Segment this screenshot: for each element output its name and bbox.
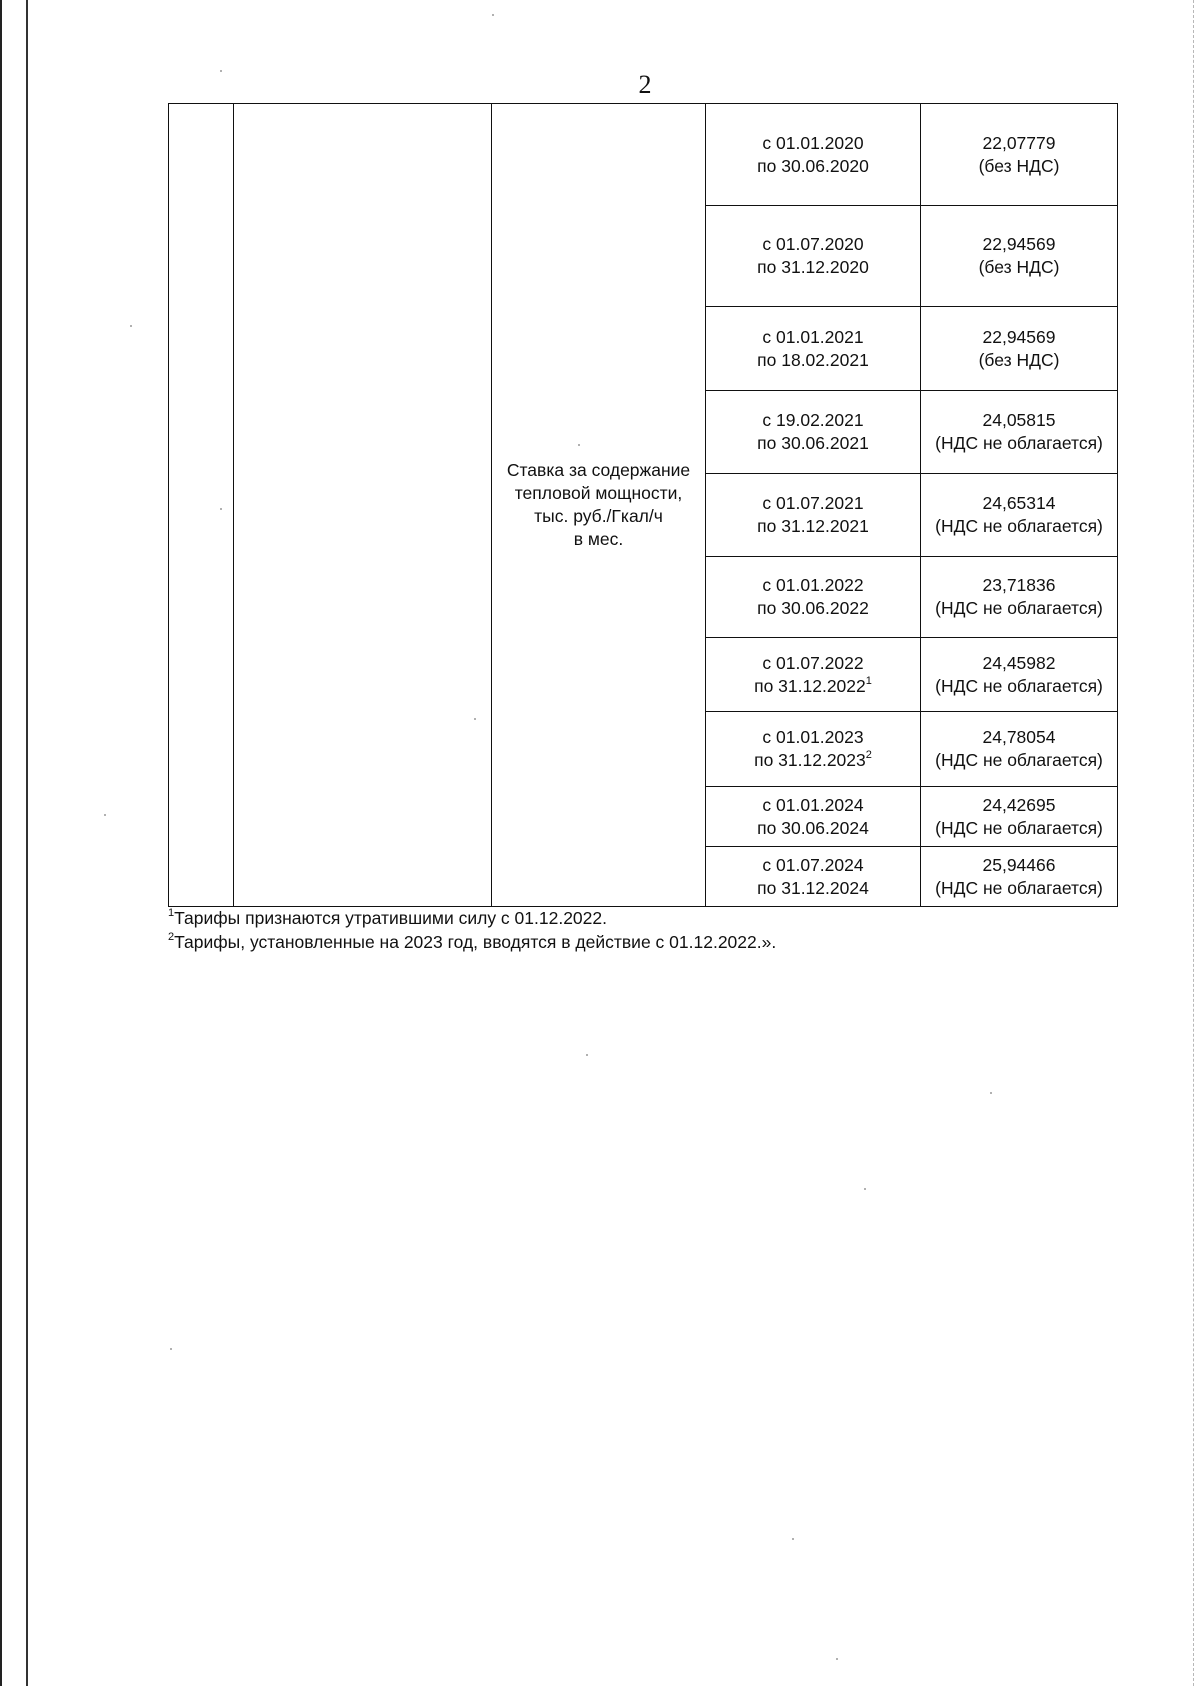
tariff-value: 24,05815 — [982, 410, 1056, 430]
period-from: с 01.07.2022 — [762, 652, 864, 673]
period-from: с 19.02.2021 — [762, 410, 864, 430]
value-cell — [921, 104, 1118, 206]
period-to-wrap — [706, 749, 920, 772]
period-to: по 30.06.2020 — [757, 155, 869, 176]
period-to: по 31.12.2023 — [754, 750, 866, 770]
tariff-value: 24,65314 — [982, 493, 1056, 513]
vat-note: (НДС не облагается) — [935, 598, 1103, 618]
rate-label-line: тепловой мощности, — [514, 483, 683, 503]
period-to: по 30.06.2021 — [757, 433, 869, 453]
period-to: по 30.06.2022 — [757, 598, 869, 618]
tariff-value: 24,45982 — [982, 652, 1056, 673]
vat-note: (НДС не облагается) — [935, 750, 1103, 770]
page-number: 2 — [638, 70, 652, 99]
scan-speck — [492, 14, 494, 16]
value-cell — [921, 847, 1118, 907]
scan-edge-inner — [26, 0, 28, 1686]
period-cell — [706, 847, 921, 907]
period-cell — [706, 638, 921, 712]
period-cell — [706, 206, 921, 307]
value-cell — [921, 787, 1118, 847]
period-cell — [706, 557, 921, 638]
period-cell — [706, 104, 921, 206]
period-to: по 31.12.2021 — [757, 516, 869, 536]
tariff-value: 23,71836 — [982, 575, 1056, 595]
scan-speck — [130, 325, 132, 327]
period-to: по 31.12.2024 — [757, 877, 869, 898]
value-cell — [921, 557, 1118, 638]
rate-label-line: Ставка за содержание — [506, 460, 691, 480]
table-row — [169, 104, 1118, 206]
period-cell — [706, 391, 921, 474]
period-to-wrap — [706, 675, 920, 698]
tariff-value: 24,78054 — [982, 727, 1056, 747]
tariff-value: 22,94569 — [982, 234, 1056, 254]
period-from: с 01.01.2022 — [762, 575, 864, 595]
footnote-mark: 1 — [168, 907, 175, 920]
vat-note: (НДС не облагается) — [935, 675, 1103, 696]
vat-note: (НДС не облагается) — [935, 433, 1103, 453]
scan-speck — [104, 814, 106, 816]
vat-note: (без НДС) — [978, 349, 1060, 370]
scan-speck — [836, 1658, 838, 1660]
tariff-value: 22,94569 — [982, 326, 1056, 347]
period-from: с 01.01.2024 — [762, 794, 864, 815]
footnote-text: Тарифы признаются утратившими силу с 01.12.2022. — [174, 908, 607, 928]
tariff-value: 24,42695 — [982, 794, 1056, 815]
value-cell — [921, 391, 1118, 474]
scan-speck — [220, 70, 222, 72]
vat-note: (НДС не облагается) — [935, 817, 1103, 838]
period-to: по 18.02.2021 — [757, 349, 869, 370]
value-cell — [921, 307, 1118, 391]
period-from: с 01.01.2021 — [762, 326, 864, 347]
period-from: с 01.01.2023 — [762, 727, 864, 747]
footnotes — [168, 906, 776, 954]
vat-note: (без НДС) — [978, 155, 1060, 176]
period-from: с 01.01.2020 — [762, 132, 864, 153]
empty-number-cell — [169, 104, 234, 907]
scan-speck — [792, 1538, 794, 1540]
period-from: с 01.07.2024 — [762, 854, 864, 875]
scan-speck — [170, 1348, 172, 1350]
footnote — [168, 930, 776, 954]
value-cell — [921, 474, 1118, 557]
footnote-ref: 1 — [865, 674, 872, 687]
period-cell — [706, 712, 921, 787]
tariff-value: 25,94466 — [982, 854, 1056, 875]
tariff-value: 22,07779 — [982, 132, 1056, 153]
rate-label-line: в мес. — [573, 529, 624, 549]
footnote-text: Тарифы, установленные на 2023 год, вводятся в действие с 01.12.2022.». — [174, 932, 777, 952]
rate-label-line: тыс. руб./Гкал/ч — [534, 506, 663, 526]
period-to: по 30.06.2024 — [757, 817, 869, 838]
vat-note: (НДС не облагается) — [935, 516, 1103, 536]
scan-edge-left — [0, 0, 2, 1686]
empty-name-cell — [234, 104, 492, 907]
rate-label-cell — [492, 104, 706, 907]
footnote-ref: 2 — [865, 749, 872, 762]
value-cell — [921, 638, 1118, 712]
period-from: с 01.07.2020 — [762, 234, 864, 254]
vat-note: (НДС не облагается) — [935, 877, 1103, 898]
period-cell — [706, 307, 921, 391]
period-from: с 01.07.2021 — [762, 493, 864, 513]
period-to: по 31.12.2020 — [757, 257, 869, 277]
footnote-mark: 2 — [168, 931, 175, 944]
tariff-table — [168, 103, 1118, 907]
period-cell — [706, 787, 921, 847]
period-cell — [706, 474, 921, 557]
vat-note: (без НДС) — [978, 257, 1060, 277]
period-to: по 31.12.2022 — [754, 675, 866, 696]
scan-speck — [990, 1092, 992, 1094]
scan-edge-right — [1192, 0, 1194, 1686]
value-cell — [921, 712, 1118, 787]
footnote — [168, 906, 776, 930]
value-cell — [921, 206, 1118, 307]
scan-speck — [586, 1054, 588, 1056]
scan-speck — [864, 1188, 866, 1190]
